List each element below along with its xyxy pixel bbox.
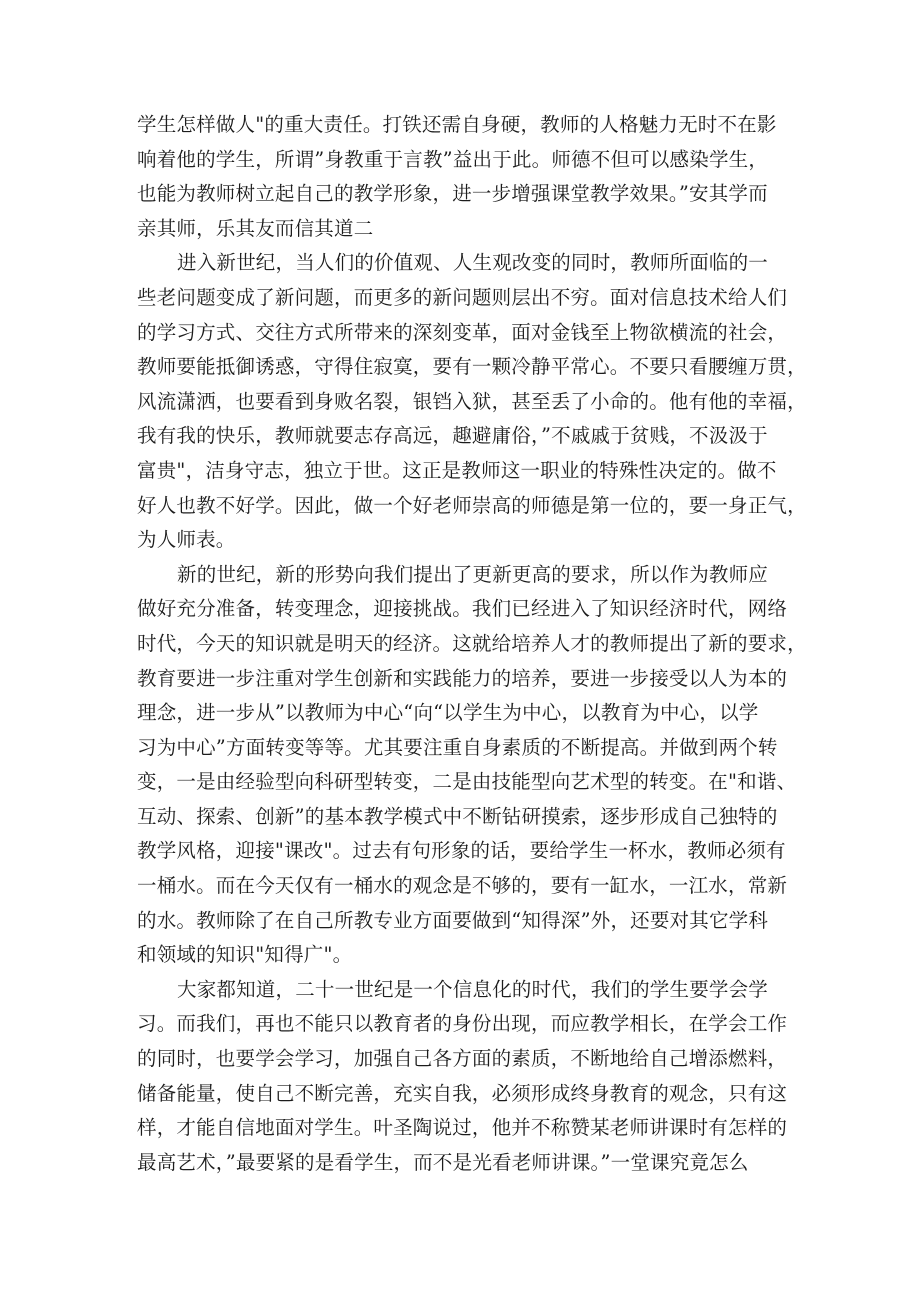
text-line: 些老问题变成了新问题，而更多的新问题则层出不穷。面对信息技术给人们 <box>137 285 788 309</box>
text-line: 一桶水。而在今天仅有一桶水的观念是不够的，要有一缸水，一江水，常新 <box>137 874 788 898</box>
text-line: 和领域的知识"知得广"。 <box>137 943 353 967</box>
text-line: 的同时，也要学会学习，加强自己各方面的素质，不断地给自己增添燃料， <box>137 1047 788 1071</box>
text-line: 好人也教不好学。因此，做一个好老师崇高的师德是第一位的，要一身正气， <box>137 493 807 517</box>
text-line: 亲其师，乐其友而信其道二 <box>137 216 374 240</box>
document-body <box>137 108 807 1180</box>
paragraph-new-century <box>137 246 807 557</box>
text-line: 样，才能自信地面对学生。叶圣陶说过，他并不称赞某老师讲课时有怎样的 <box>137 1116 788 1140</box>
paragraph-new-requirements <box>137 558 807 973</box>
text-line: 我有我的快乐，教师就要志存高远，趣避庸俗，”不戚戚于贫贱，不汲汲于 <box>137 424 768 448</box>
text-line: 教学风格，迎接"课改"。过去有句形象的话，要给学生一杯水，教师必须有 <box>137 839 786 863</box>
text-line: 大家都知道，二十一世纪是一个信息化的时代，我们的学生要学会学 <box>177 977 769 1001</box>
text-line: 也能为教师树立起自己的教学形象，进一步增强课堂教学效果。”安其学而 <box>137 182 768 206</box>
text-line: 教育要进一步注重对学生创新和实践能力的培养，要进一步接受以人为本的 <box>137 666 788 690</box>
text-line: 做好充分准备，转变理念，迎接挑战。我们已经进入了知识经济时代，网络 <box>137 597 788 621</box>
text-line: 互动、探索、创新”的基本教学模式中不断钻研摸索，逐步形成自己独特的 <box>137 804 778 828</box>
text-line: 最高艺术，”最要紧的是看学生，而不是光看老师讲课。”一堂课究竟怎么 <box>137 1150 749 1174</box>
paragraph-information-age <box>137 973 797 1181</box>
text-line: 为人师表。 <box>137 528 236 552</box>
text-line: 变，一是由经验型向科研型转变，二是由技能型向艺术型的转变。在"和谐、 <box>137 770 797 794</box>
text-line: 时代，今天的知识就是明天的经济。这就给培养人才的教师提出了新的要求， <box>137 631 807 655</box>
text-line: 进入新世纪，当人们的价值观、人生观改变的同时，教师所面临的一 <box>177 251 769 275</box>
text-line: 理念，进一步从”以教师为中心“向“以学生为中心，以教育为中心，以学 <box>137 701 759 725</box>
text-line: 习为中心”方面转变等等。尤其要注重自身素质的不断提高。并做到两个转 <box>137 735 778 759</box>
paragraph-continuation <box>137 108 797 246</box>
text-line: 富贵"，洁身守志，独立于世。这正是教师这一职业的特殊性决定的。做不 <box>137 458 777 482</box>
text-line: 学生怎样做人"的重大责任。打铁还需自身硬，教师的人格魅力无时不在影 <box>137 113 777 136</box>
text-line: 新的世纪，新的形势向我们提出了更新更高的要求，所以作为教师应 <box>177 562 769 586</box>
text-line: 的学习方式、交往方式所带来的深刻变革，面对金钱至上物欲横流的社会， <box>137 320 788 344</box>
text-line: 习。而我们，再也不能只以教育者的身份出现，而应教学相长，在学会工作 <box>137 1012 788 1036</box>
text-line: 的水。教师除了在自己所教专业方面要做到“知得深”外，还要对其它学科 <box>137 908 769 932</box>
text-line: 教师要能抵御诱惑，守得住寂寞，要有一颗冷静平常心。不要只看腰缠万贯， <box>137 355 807 379</box>
text-line: 风流潇洒，也要看到身败名裂，银铛入狱，甚至丢了小命的。他有他的幸福， <box>137 389 807 413</box>
text-line: 响着他的学生，所谓”身教重于言教”益出于此。师德不但可以感染学生， <box>137 147 769 171</box>
text-line: 储备能量，使自己不断完善，充实自我，必须形成终身教育的观念，只有这 <box>137 1081 788 1105</box>
